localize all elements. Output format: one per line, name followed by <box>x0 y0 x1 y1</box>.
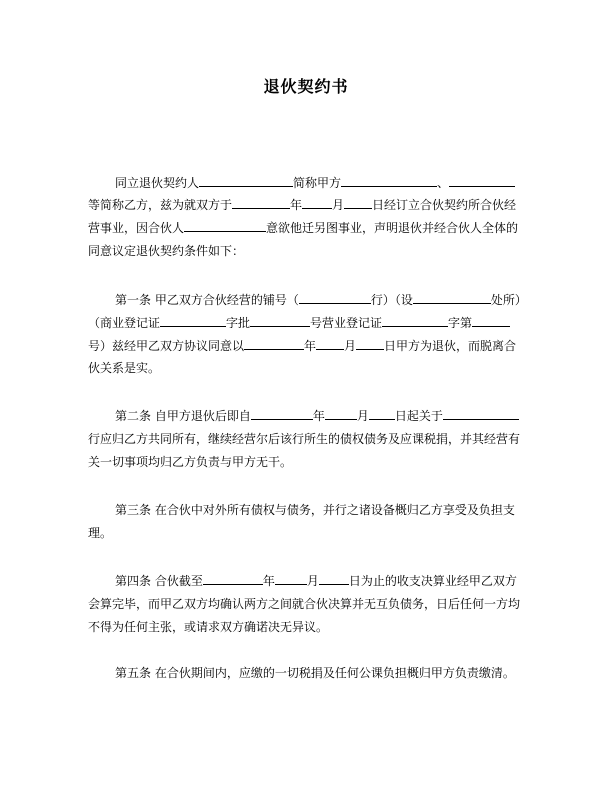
blank-field <box>160 314 226 327</box>
article-text: 第一条 甲乙双方合伙经营的铺号（ <box>115 293 299 307</box>
article-5-line-1: 第五条 在合伙期间内，应缴的一切税捐及任何公课负担概归甲方负责缴清。 <box>115 666 515 680</box>
article-text: 日为止的收支决算业经甲乙双方 <box>348 574 517 588</box>
blank-field <box>199 174 293 187</box>
article-4-line-1 <box>115 572 517 589</box>
blank-field <box>251 407 313 420</box>
intro-line-2 <box>88 196 516 213</box>
intro-text: 年 <box>290 198 303 212</box>
article-4-line-3: 不得为任何主张，或请求双方确诺决无异议。 <box>88 620 329 634</box>
article-text: 处所） <box>490 293 527 307</box>
blank-field <box>250 314 310 327</box>
blank-field <box>299 291 371 304</box>
intro-text: 等简称乙方，兹为就双方于 <box>88 198 233 212</box>
intro-text: 意欲他迁另图事业，声明退伙并经合伙人全体的 <box>266 221 519 235</box>
intro-text: 日经订立合伙契约所合伙经 <box>372 198 517 212</box>
article-text: 年 <box>262 574 275 588</box>
blank-field <box>382 314 448 327</box>
article-4-line-2: 会算完毕，而甲乙双方均确认两方之间就合伙决算并无互负债务，日后任何一方均 <box>88 597 521 611</box>
article-2-line-2: 行应归乙方共同所有，继续经营尔后该行所生的债权债务及应课税捐，并其经营有 <box>88 432 521 446</box>
blank-field <box>325 407 357 420</box>
article-3-line-2: 理。 <box>88 526 113 540</box>
article-2-line-3: 关一切事项均归乙方负责与甲方无干。 <box>88 455 293 469</box>
blank-field <box>244 337 304 350</box>
article-text: 第二条 自甲方退伙后即自 <box>115 409 251 423</box>
intro-text: 简称甲方 <box>293 176 342 190</box>
intro-text: 营事业，因合伙人 <box>88 221 185 235</box>
intro-line-1 <box>115 174 515 191</box>
document-title: 退伙契约书 <box>263 77 349 96</box>
article-1-line-1 <box>115 291 527 308</box>
article-text: 月 <box>306 574 319 588</box>
article-1-line-2 <box>88 314 510 331</box>
blank-field <box>356 337 384 350</box>
article-text: 字批 <box>226 316 251 330</box>
intro-line-3 <box>88 219 518 236</box>
blank-field <box>449 174 515 187</box>
article-3-line-1: 第三条 在合伙中对外所有债权与债务，并行之诸设备概归乙方享受及负担支 <box>115 503 515 517</box>
article-text: （商业登记证 <box>88 316 161 330</box>
article-text: 月 <box>356 409 369 423</box>
article-text: 年 <box>304 339 317 353</box>
article-2-line-1 <box>115 407 519 424</box>
blank-field <box>184 219 266 232</box>
article-text: 号营业登记证 <box>310 316 383 330</box>
blank-field <box>369 407 395 420</box>
blank-field <box>302 196 332 209</box>
article-text: 年 <box>312 409 325 423</box>
article-text: 行）（设 <box>370 293 413 307</box>
article-text: 第四条 合伙截至 <box>115 574 203 588</box>
intro-text: 同立退伙契约人 <box>115 176 200 190</box>
blank-field <box>443 407 519 420</box>
article-text: 月 <box>344 339 357 353</box>
intro-line-4: 同意议定退伙契约条件如下： <box>88 244 245 258</box>
article-1-line-4: 伙关系是实。 <box>88 361 161 375</box>
blank-field <box>232 196 290 209</box>
blank-field <box>316 337 344 350</box>
blank-field <box>472 314 510 327</box>
article-1-line-3 <box>88 337 516 354</box>
blank-field <box>344 196 372 209</box>
article-text: 号）兹经甲乙双方协议同意以 <box>88 339 245 353</box>
blank-field <box>319 572 349 585</box>
article-text: 日甲方为退伙，而脱离合 <box>384 339 517 353</box>
article-text: 字第 <box>448 316 473 330</box>
blank-field <box>275 572 307 585</box>
blank-field <box>413 291 491 304</box>
article-text: 日起关于 <box>394 409 443 423</box>
intro-text: 、 <box>437 176 450 190</box>
intro-text: 月 <box>332 198 345 212</box>
blank-field <box>341 174 437 187</box>
blank-field <box>203 572 263 585</box>
